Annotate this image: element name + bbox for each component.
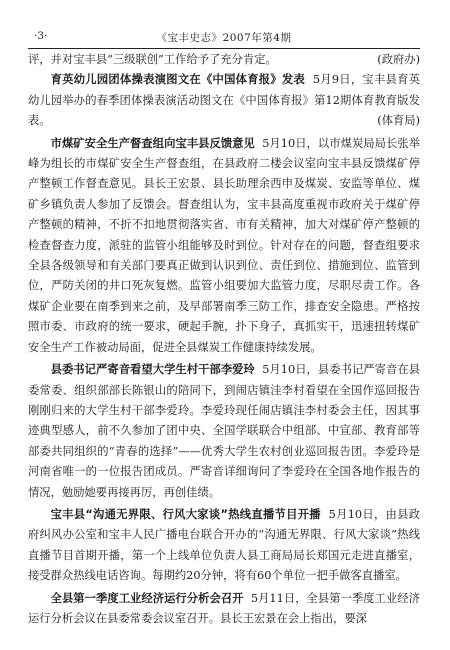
news-entry <box>28 505 420 587</box>
document-page <box>28 30 420 629</box>
entry-body: 评，并对宝丰县“三级联创”工作给予了充分肯定。 <box>28 53 277 66</box>
header-rule <box>28 48 420 49</box>
entry-body: 5月10日，以市煤炭局局长张举峰为组长的市煤矿安全生产督查组，在县政府二楼会议室向宝丰县反馈煤矿停产整顿工作督查意见。县长王宏景、县长助理余西申及煤炭、安监等单位、煤矿乡镇负责人参加了反馈会。督查组认为，宝丰县高度重视市政府关于煤矿停产整顿的精神，不折不扣地贯彻落实省、市有关精神，加大对煤矿停产整顿的检查督查力度，派驻的监管小组能够及时到位。针对存在的问题，督查组要求全县各级领导和有关部门要真正做到认识到位、责任到位、措施到位、监管到位，严防关闭的井口死灰复燃。监管小组要加大监管力度，尽职尽责工作。各煤矿企业要在南季到来之前，及早部署南季三防工作，排查安全隐患。严格按照市委、市政府的统一要求，硬起手腕，扑下身子，真抓实干，迅速扭转煤矿安全生产工作被动局面，促进全县煤炭工作健康持续发展。 <box>28 136 420 354</box>
news-entry <box>28 589 420 630</box>
news-entry <box>28 134 420 358</box>
running-header <box>28 30 420 46</box>
page-number: ·3· <box>34 30 48 42</box>
entry-headline: 县委书记严寄音看望大学生村干部李爱玲 <box>50 363 255 377</box>
entry-body: 5月9日，宝丰县育英幼儿园举办的春季团体操表演活动图文在《中国体育报》第12期体育教育版发表。 <box>28 73 420 128</box>
news-entry-continuation <box>28 50 420 70</box>
entry-body: 5月10日，由县政府纠风办公室和宝丰人民广播电台联合开办的“沟通无界限、行风大家谈”热线直播节目首期开播，第一个上线单位负责人县工商局局长郑国元走进直播室，接受群众热线电话咨询。每期约20分钟，将有60个单位一把手做客直播室。 <box>28 507 420 583</box>
entry-source: (体育局) <box>377 114 420 128</box>
news-entry <box>28 70 420 131</box>
entry-body: 5月10日，县委书记严寄音在县委常委、组织部部长陈银山的陪同下，到闹店镇洼李村看望在全国作巡回报告刚刚归来的大学生村干部李爱玲。李爱玲现任闹店镇洼李村委会主任，因其事迹典型感人，前不久参加了团中央、全国学联联合中组部、中宣部、教育部等部委共同组织的“青春的选择”——优秀大学生农村创业巡回报告团。李爱玲是河南省唯一的一位报告团成员。严寄音详细询问了李爱玲在全国各地作报告的情况，勉励她要再接再厉，再创佳绩。 <box>28 363 420 499</box>
news-entry <box>28 360 420 503</box>
entry-body: 5月11日，全县第一季度工业经济运行分析会议在县委常委会议室召开。县长王宏景在会上指出，要深 <box>28 591 420 625</box>
entry-headline: 市煤矿安全生产督查组向宝丰县反馈意见 <box>50 136 255 150</box>
entry-headline: 全县第一季度工业经济运行分析会召开 <box>50 591 244 605</box>
entry-headline: 育英幼儿园团体操表演图文在《中国体育报》发表 <box>50 73 306 87</box>
journal-title: 《宝丰史志》2007年第4期 <box>156 32 292 44</box>
article-body <box>28 50 420 629</box>
entry-source: (政府办) <box>377 53 420 66</box>
entry-headline: 宝丰县“沟通无界限、行风大家谈”热线直播节目开播 <box>50 507 321 521</box>
